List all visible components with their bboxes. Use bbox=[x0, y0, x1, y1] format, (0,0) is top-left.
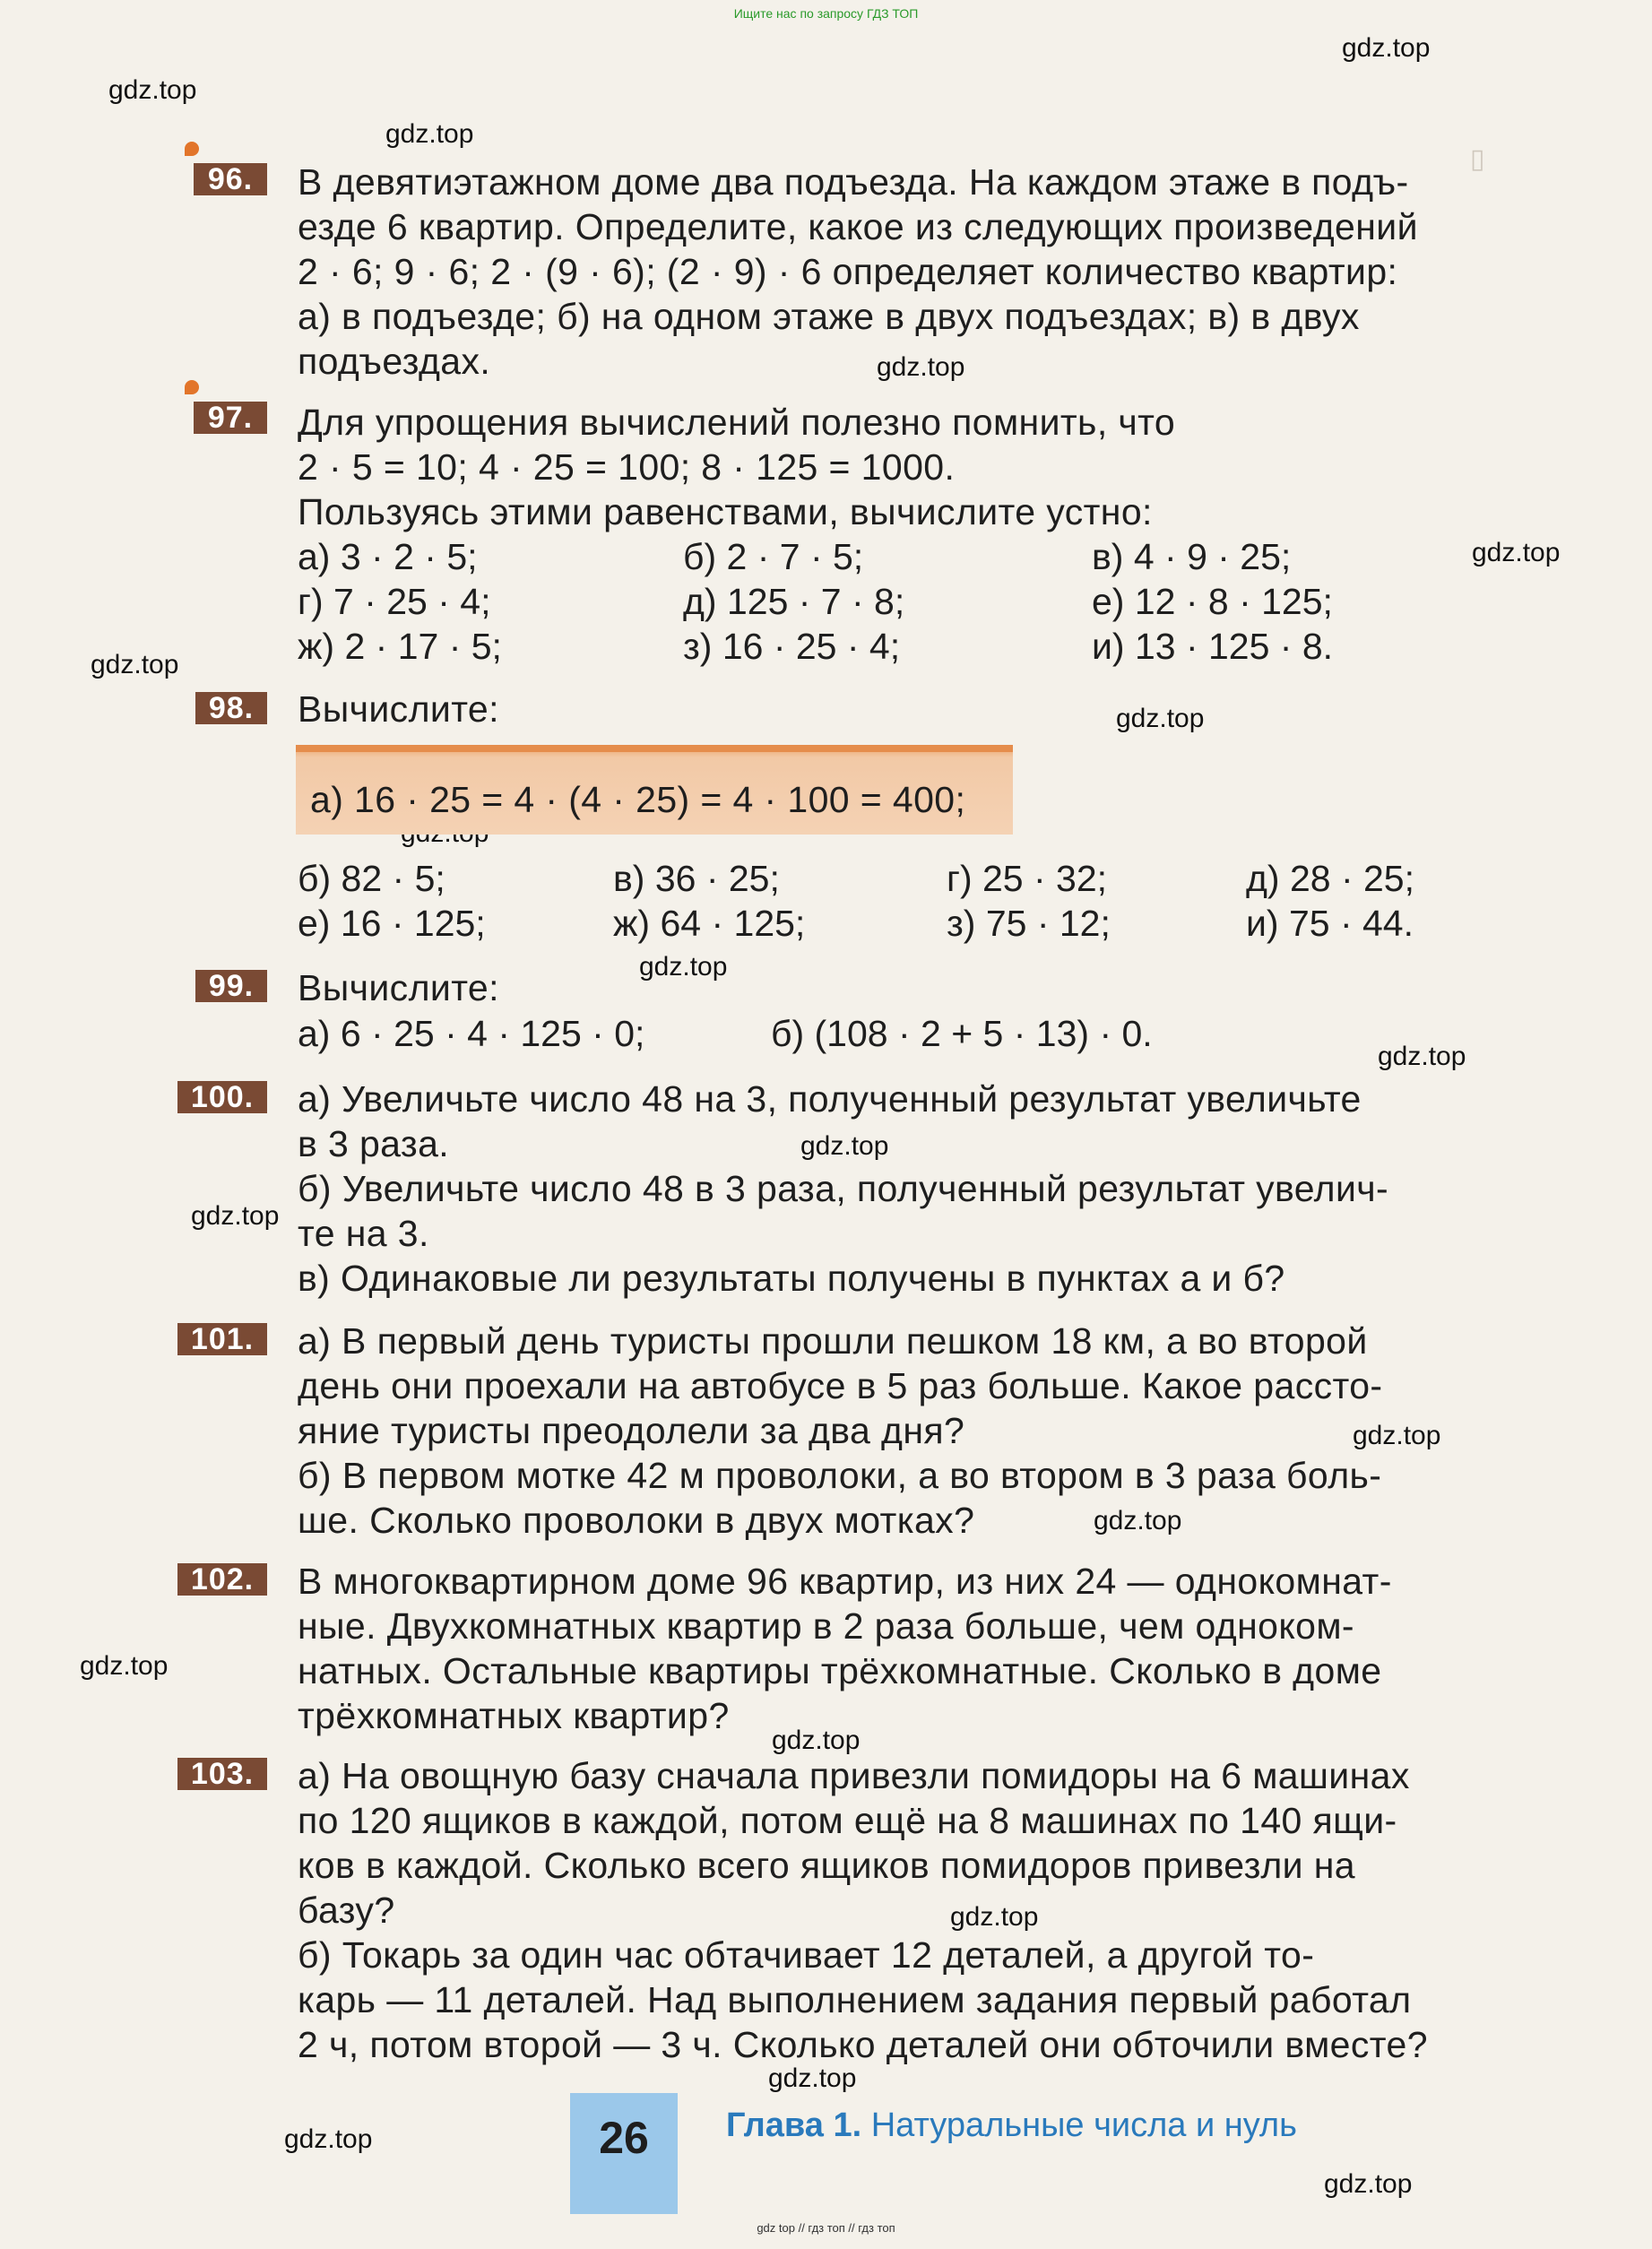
list-item: в) 36 · 25; bbox=[613, 858, 780, 899]
list-item: б) 2 · 7 · 5; bbox=[683, 536, 864, 577]
problem-number-100: 100. bbox=[177, 1081, 267, 1113]
worked-example-rule bbox=[296, 745, 1013, 752]
watermark: gdz.top bbox=[1353, 1421, 1441, 1450]
list-item: в) 4 · 9 · 25; bbox=[1092, 536, 1292, 577]
list-item: з) 16 · 25 · 4; bbox=[683, 626, 901, 667]
worked-example: а) 16 · 25 = 4 · (4 · 25) = 4 · 100 = 400; bbox=[310, 779, 966, 820]
watermark: gdz.top bbox=[1472, 538, 1561, 567]
bottom-notice: gdz top // гдз топ // гдз топ bbox=[757, 2221, 895, 2235]
watermark: gdz.top bbox=[284, 2124, 373, 2154]
list-item: б) 82 · 5; bbox=[298, 858, 445, 899]
list-item: г) 25 · 32; bbox=[947, 858, 1108, 899]
watermark: gdz.top bbox=[800, 1131, 889, 1161]
problem-number-98: 98. bbox=[195, 692, 267, 724]
list-item: з) 75 · 12; bbox=[947, 903, 1111, 944]
list-item: г) 7 · 25 · 4; bbox=[298, 581, 491, 622]
watermark: gdz.top bbox=[877, 352, 965, 382]
list-item: е) 12 · 8 · 125; bbox=[1092, 581, 1333, 622]
watermark: gdz.top bbox=[1324, 2169, 1413, 2199]
problem-number-96: 96. bbox=[194, 163, 267, 195]
watermark: gdz.top bbox=[950, 1902, 1039, 1932]
problem-number-97: 97. bbox=[194, 402, 267, 434]
watermark: gdz.top bbox=[191, 1201, 280, 1231]
list-item: б) (108 · 2 + 5 · 13) · 0. bbox=[771, 1013, 1153, 1054]
watermark: gdz.top bbox=[1094, 1506, 1182, 1535]
top-notice: Ищите нас по запросу ГДЗ ТОП bbox=[733, 6, 919, 21]
list-item: и) 75 · 44. bbox=[1246, 903, 1414, 944]
watermark: gdz.top bbox=[768, 2063, 857, 2093]
watermark: gdz.top bbox=[639, 952, 728, 982]
question-mark-icon bbox=[185, 380, 199, 394]
list-item: ж) 64 · 125; bbox=[613, 903, 806, 944]
watermark: gdz.top bbox=[772, 1726, 861, 1755]
question-mark-icon bbox=[185, 142, 199, 156]
watermark: gdz.top bbox=[385, 119, 474, 149]
list-item: а) 6 · 25 · 4 · 125 · 0; bbox=[298, 1013, 645, 1054]
page-number: 26 bbox=[570, 2093, 678, 2214]
watermark: gdz.top bbox=[80, 1651, 169, 1681]
list-item: е) 16 · 125; bbox=[298, 903, 486, 944]
list-item: и) 13 · 125 · 8. bbox=[1092, 626, 1334, 667]
chapter-heading bbox=[726, 2106, 1297, 2145]
list-item: а) 3 · 2 · 5; bbox=[298, 536, 478, 577]
problem-number-102: 102. bbox=[177, 1563, 267, 1596]
watermark: gdz.top bbox=[1116, 704, 1205, 733]
list-item: д) 125 · 7 · 8; bbox=[683, 581, 905, 622]
problem-99-title: Вычислите: bbox=[298, 967, 499, 1008]
problem-98-title: Вычислите: bbox=[298, 688, 499, 730]
list-item: ж) 2 · 17 · 5; bbox=[298, 626, 502, 667]
problem-number-99: 99. bbox=[195, 970, 267, 1002]
watermark: gdz.top bbox=[1378, 1042, 1466, 1071]
list-item: д) 28 · 25; bbox=[1246, 858, 1415, 899]
chapter-title: Натуральные числа и нуль bbox=[870, 2106, 1297, 2144]
watermark: gdz.top bbox=[1342, 33, 1431, 63]
watermark: gdz.top bbox=[91, 650, 179, 679]
problem-number-101: 101. bbox=[177, 1323, 267, 1355]
problem-number-103: 103. bbox=[177, 1758, 267, 1790]
watermark: gdz.top bbox=[108, 75, 197, 105]
chapter-label: Глава 1. bbox=[726, 2106, 862, 2144]
